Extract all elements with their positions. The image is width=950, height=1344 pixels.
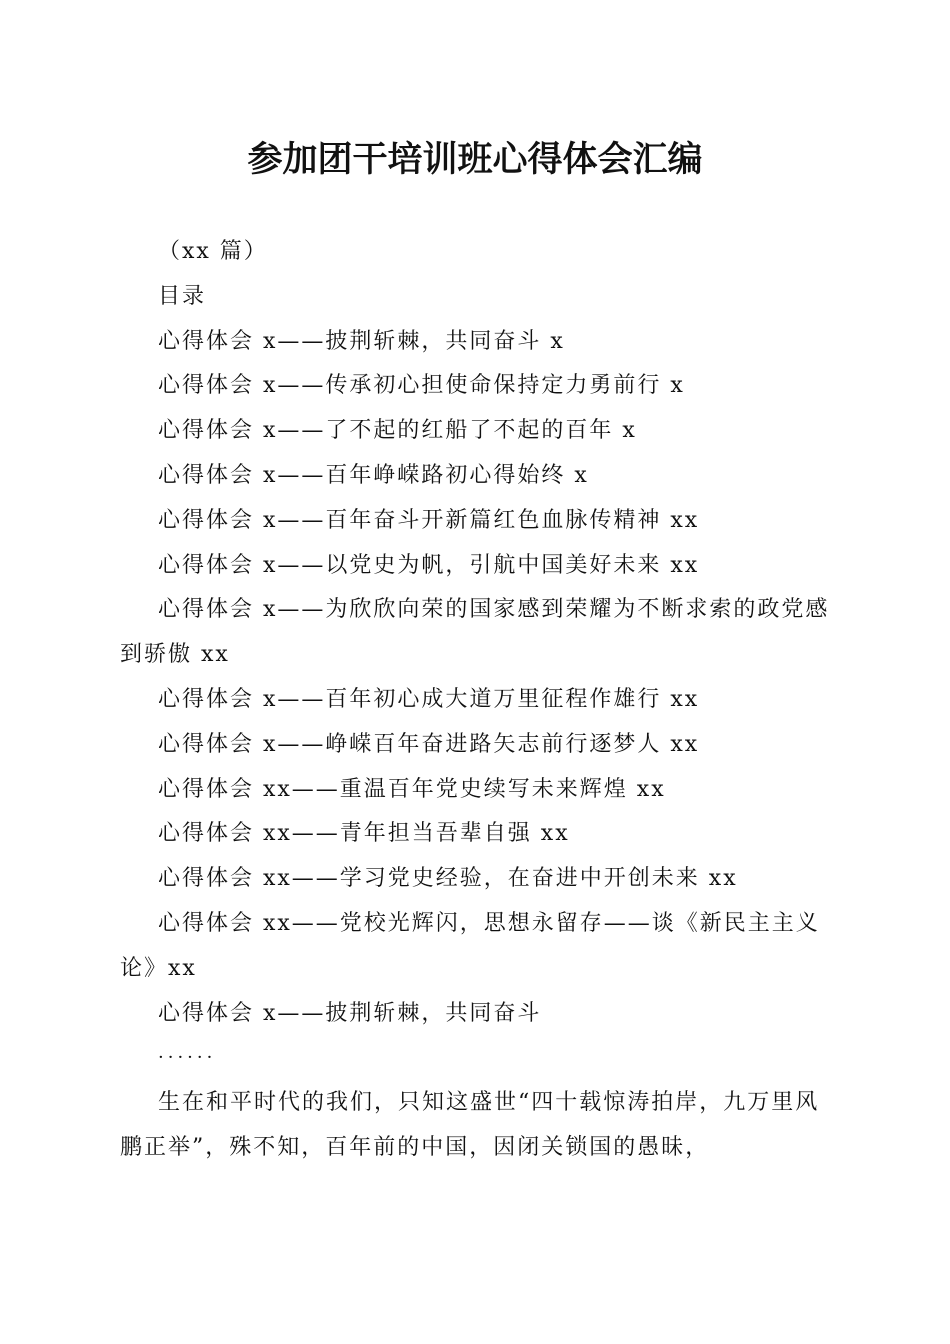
toc-item: 心得体会 xx——重温百年党史续写未来辉煌 xx	[158, 776, 666, 802]
toc-item: 心得体会 x——峥嵘百年奋进路矢志前行逐梦人 xx	[158, 731, 700, 757]
toc-item: 心得体会 xx——学习党史经验，在奋进中开创未来 xx	[158, 866, 738, 892]
toc-heading: 目录	[158, 283, 207, 309]
toc-item: 心得体会 x——披荆斩棘，共同奋斗 x	[158, 328, 565, 354]
toc-item: 心得体会 xx——青年担当吾辈自强 xx	[158, 821, 570, 847]
toc-item: 心得体会 x——传承初心担使命保持定力勇前行 x	[158, 373, 685, 399]
ellipsis: ······	[158, 1047, 217, 1069]
document-body	[120, 230, 830, 1171]
section-heading: 心得体会 x——披荆斩棘，共同奋斗	[158, 1000, 542, 1026]
body-paragraph: 生在和平时代的我们，只知这盛世“四十载惊涛拍岸，九万里风鹏正举”，殊不知，百年前的中国，因闭关锁国的愚昧，	[120, 1090, 820, 1160]
document-title: 参加团干培训班心得体会汇编	[247, 140, 703, 180]
toc-item: 心得体会 x——百年峥嵘路初心得始终 x	[158, 462, 589, 488]
count-note: （xx 篇）	[158, 239, 268, 264]
toc-item: 心得体会 x——百年初心成大道万里征程作雄行 xx	[158, 686, 700, 712]
toc-item: 心得体会 x——以党史为帆，引航中国美好未来 xx	[158, 552, 700, 578]
toc-item: 心得体会 x——百年奋斗开新篇红色血脉传精神 xx	[158, 507, 700, 533]
toc-item: 心得体会 x——了不起的红船了不起的百年 x	[158, 418, 637, 444]
toc-item: 心得体会 x——为欣欣向荣的国家感到荣耀为不断求索的政党感到骄傲 xx	[120, 597, 830, 668]
toc-item: 心得体会 xx——党校光辉闪，思想永留存——谈《新民主主义论》xx	[120, 910, 820, 981]
